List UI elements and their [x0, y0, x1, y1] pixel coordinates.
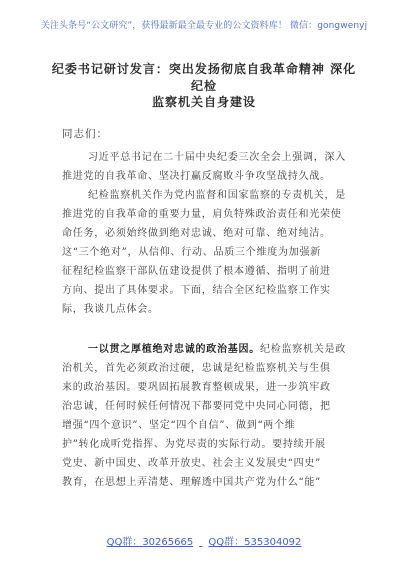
paragraph-line: 治忠诚，任何时候任何情况下都要同党中央同心同德，把 [62, 401, 331, 412]
document-title-line2: 监察机关自身建设 [151, 95, 256, 109]
paragraph-line: 党史、新中国史、改革开放史、社会主义发展史“四史” [62, 458, 321, 469]
document-title-line1: 纪委书记研讨发言：突出发扬彻底自我革命精神 深化纪检 [51, 62, 357, 93]
paragraph-line: 推进党的自我革命、坚决打赢反腐败斗争攻坚战持久战。 [62, 171, 331, 182]
paragraph-line: 来的政治基因。要巩固拓展教育整顿成果，进一步筑牢政 [62, 382, 331, 393]
paragraph-line: 方向、提出了具体要求。下面，结合全区纪检监察工作实 [62, 285, 331, 296]
qq-group-link-2[interactable]: QQ群：535304092 [208, 537, 302, 548]
paragraph-line: 护”转化成听党指挥、为党尽责的实际行动。要持续开展 [62, 439, 326, 450]
header-banner: 关注头条号“公文研究”，获得最新最全最专业的公文资料库！ 微信：gongwenyj [40, 21, 368, 31]
paragraph-line: 推进党的自我革命的重要力量，肩负特殊政治责任和光荣使 [62, 209, 342, 220]
paragraph-line: 纪检监察机关作为党内监督和国家监察的专责机关，是 [88, 190, 346, 201]
paragraph-line: 命任务，必须始终做到绝对忠诚、绝对可靠、绝对纯洁。 [62, 228, 331, 239]
paragraph-line: 习近平总书记在二十届中央纪委三次全会上强调，深入 [88, 152, 346, 163]
footer-qq-groups [0, 533, 408, 548]
paragraph-line: 增强“四个意识”、坚定“四个自信”、做到“两个维 [62, 420, 296, 431]
section-heading: 一以贯之厚植绝对忠诚的政治基因。 [88, 344, 260, 355]
paragraph-line: 教育，在思想上弄清楚、理解透中国共产党为什么“能” [62, 477, 321, 488]
greeting: 同志们： [62, 128, 108, 140]
paragraph-line: 征程纪检监察干部队伍建设提供了根本遵循、指明了前进 [62, 266, 331, 277]
section-heading-line [88, 342, 354, 358]
paragraph-line: 这“三个绝对”，从信仰、行动、品质三个维度为加强新 [62, 247, 321, 258]
paragraph-line: 际，我谈几点体会。 [62, 304, 159, 315]
qq-group-link-1[interactable]: QQ群：30265665 [106, 537, 194, 548]
paragraph-line: 治机关，首先必须政治过硬，忠诚是纪检监察机关与生俱 [62, 363, 331, 374]
section-heading-rest: 纪检监察机关是政 [260, 344, 346, 355]
